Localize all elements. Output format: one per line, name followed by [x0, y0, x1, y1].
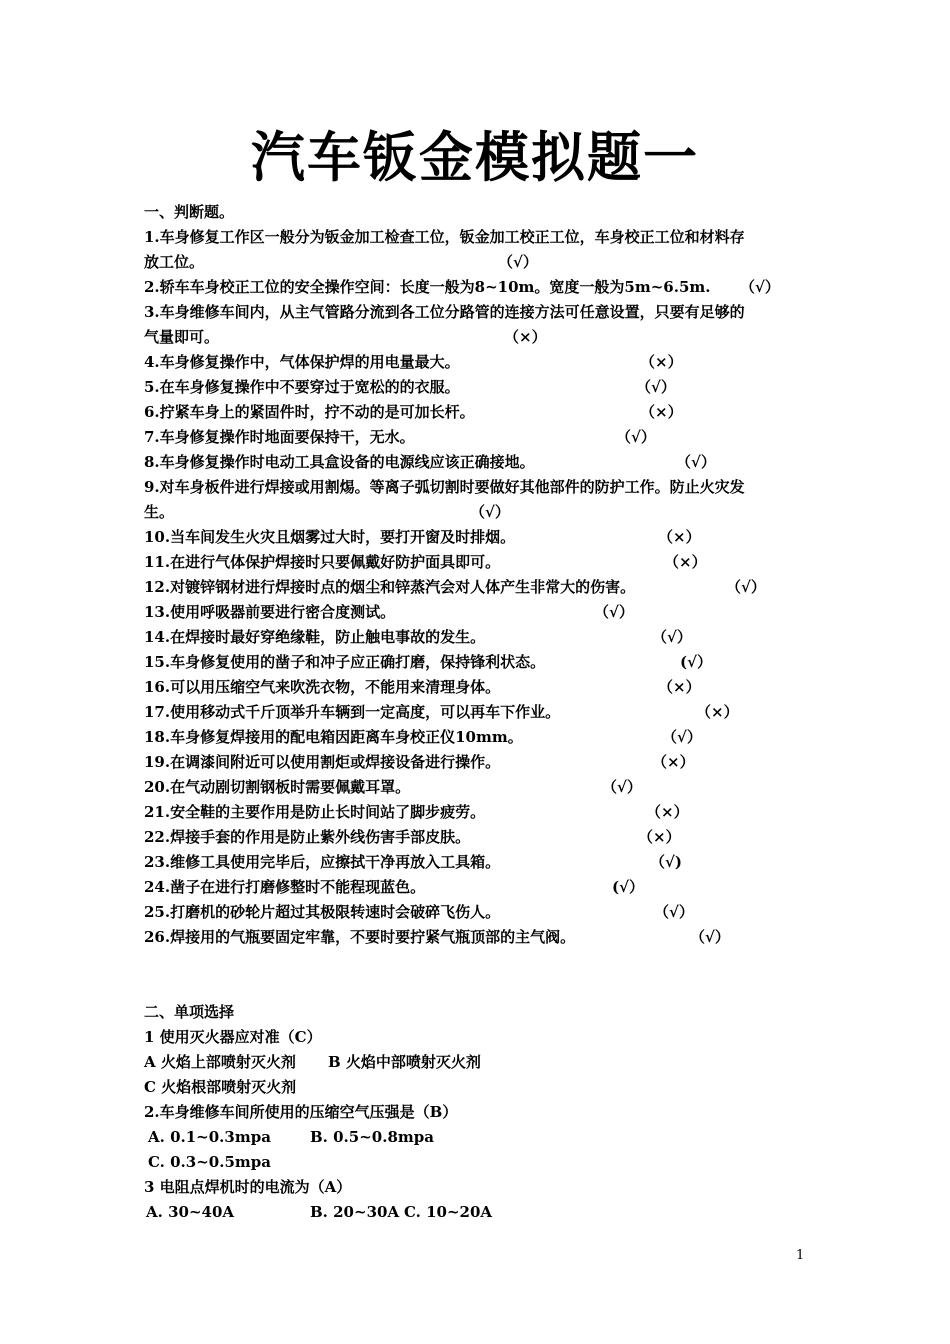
option-a: A 火焰上部喷射灭火剂 [144, 1053, 296, 1071]
question-line: 24.凿子在进行打磨修整时不能程现蓝色。 (√） [144, 875, 812, 900]
question-line: 11.在进行气体保护焊接时只要佩戴好防护面具即可。 （×） [144, 550, 812, 575]
answer-mark: （√） [602, 778, 642, 796]
answer-mark: （√） [740, 278, 780, 296]
mc-option-line [144, 1150, 812, 1175]
mc-option-line [144, 1075, 812, 1100]
option-a: A. 0.1~0.3mpa [148, 1128, 271, 1146]
question-line: 生。 （√） [144, 500, 812, 525]
mc-question-stem: 3 电阻点焊机时的电流为（A） [144, 1178, 352, 1196]
question-line: 10.当车间发生火灾且烟雾过大时，要打开窗及时排烟。 （×） [144, 525, 812, 550]
section2-heading: 二、单项选择 [144, 1003, 235, 1021]
answer-mark: （√） [616, 428, 656, 446]
question-line: 气量即可。 （×） [144, 325, 812, 350]
answer-mark: （×） [504, 328, 547, 346]
question-line: 3.车身维修车间内，从主气管路分流到各工位分路管的连接方法可任意设置，只要有足够的 [144, 303, 745, 321]
answer-mark: （×） [658, 528, 701, 546]
answer-mark: (√） [680, 653, 712, 671]
question-line: 8.车身修复操作时电动工具盒设备的电源线应该正确接地。 （√） [144, 450, 812, 475]
answer-mark: （√) [650, 853, 682, 871]
question-line: 26.焊接用的气瓶要固定牢靠，不要时要拧紧气瓶顶部的主气阀。 （√） [144, 925, 812, 950]
answer-mark: （×） [640, 403, 683, 421]
mc-option-line [144, 1050, 812, 1075]
question-line: 5.在车身修复操作中不要穿过于宽松的的衣服。 （√） [144, 375, 812, 400]
mc-question-stem: 1 使用灭火器应对准（C） [144, 1028, 322, 1046]
question-line: 4.车身修复操作中，气体保护焊的用电量最大。 （×） [144, 350, 812, 375]
question-line: 21.安全鞋的主要作用是防止长时间站了脚步疲劳。 （×） [144, 800, 812, 825]
question-line: 25.打磨机的砂轮片超过其极限转速时会破碎飞伤人。 （√） [144, 900, 812, 925]
answer-mark: （√） [726, 578, 766, 596]
section-gap [144, 950, 812, 1000]
answer-mark: （×） [646, 803, 689, 821]
answer-mark: （√） [594, 603, 634, 621]
answer-mark: （√） [662, 728, 702, 746]
question-line: 13.使用呼吸器前要进行密合度测试。 （√） [144, 600, 812, 625]
answer-mark: （√） [654, 903, 694, 921]
question-line: 7.车身修复操作时地面要保持干，无水。 （√） [144, 425, 812, 450]
page-title: 汽车钣金模拟题一 [251, 125, 699, 189]
question-line: 9.对车身板件进行焊接或用割焬。等离子弧切割时要做好其他部件的防护工作。防止火灾发 [144, 478, 745, 496]
option-c: C. 10~20A [404, 1203, 493, 1221]
question-line: 16.可以用压缩空气来吹洗衣物，不能用来清理身体。 （×） [144, 675, 812, 700]
answer-mark: （×） [652, 753, 695, 771]
question-line: 12.对镀锌钢材进行焊接时点的烟尘和锌蒸汽会对人体产生非常大的伤害。 （√） [144, 575, 812, 600]
mc-question-stem: 2.车身维修车间所使用的压缩空气压强是（B） [144, 1103, 458, 1121]
mc-option-line [144, 1125, 812, 1150]
answer-mark: （×） [658, 678, 701, 696]
mc-option-line [144, 1200, 812, 1225]
question-line: 14.在焊接时最好穿绝缘鞋，防止触电事故的发生。 （√） [144, 625, 812, 650]
answer-mark: (√） [612, 878, 644, 896]
question-line: 15.车身修复使用的凿子和冲子应正确打磨，保持锋利状态。 (√） [144, 650, 812, 675]
option-b: B. 0.5~0.8mpa [310, 1128, 434, 1146]
question-line: 17.使用移动式千斤顶举升车辆到一定高度，可以再车下作业。 （×） [144, 700, 812, 725]
answer-mark: （√） [676, 453, 716, 471]
answer-mark: （×） [696, 703, 739, 721]
question-line: 放工位。 （√） [144, 250, 812, 275]
option-a: A. 30~40A [146, 1203, 235, 1221]
section1-heading: 一、判断题。 [144, 203, 235, 221]
option-b: B. 20~30A [310, 1203, 400, 1221]
question-line: 20.在气动剧切割钢板时需要佩戴耳罩。 （√） [144, 775, 812, 800]
document-body [144, 200, 812, 1225]
question-line: 2.轿车车身校正工位的安全操作空间：长度一般为8~10m。宽度一般为5m~6.5m. （√） [144, 275, 812, 300]
option-b: B 火焰中部喷射灭火剂 [328, 1053, 481, 1071]
page-number: 1 [796, 1248, 805, 1263]
answer-mark: （√） [690, 928, 730, 946]
answer-mark: （√） [652, 628, 692, 646]
question-line: 19.在调漆间附近可以使用割炬或焊接设备进行操作。 （×） [144, 750, 812, 775]
question-line: 22.焊接手套的作用是防止紫外线伤害手部皮肤。 （×） [144, 825, 812, 850]
answer-mark: （√） [470, 503, 510, 521]
option-c: C 火焰根部喷射灭火剂 [144, 1078, 297, 1096]
question-line: 18.车身修复焊接用的配电箱因距离车身校正仪10mm。 （√） [144, 725, 812, 750]
option-c: C. 0.3~0.5mpa [148, 1153, 271, 1171]
question-line: 23.维修工具使用完毕后，应擦拭干净再放入工具箱。 （√) [144, 850, 812, 875]
answer-mark: （√） [498, 253, 538, 271]
question-line: 6.拧紧车身上的紧固件时，拧不动的是可加长杆。 （×） [144, 400, 812, 425]
answer-mark: （×） [640, 353, 683, 371]
answer-mark: （×） [638, 828, 681, 846]
answer-mark: （×） [664, 553, 707, 571]
question-line: 1.车身修复工作区一般分为钣金加工检查工位，钣金加工校正工位，车身校正工位和材料存 [144, 228, 745, 246]
answer-mark: （√） [636, 378, 676, 396]
